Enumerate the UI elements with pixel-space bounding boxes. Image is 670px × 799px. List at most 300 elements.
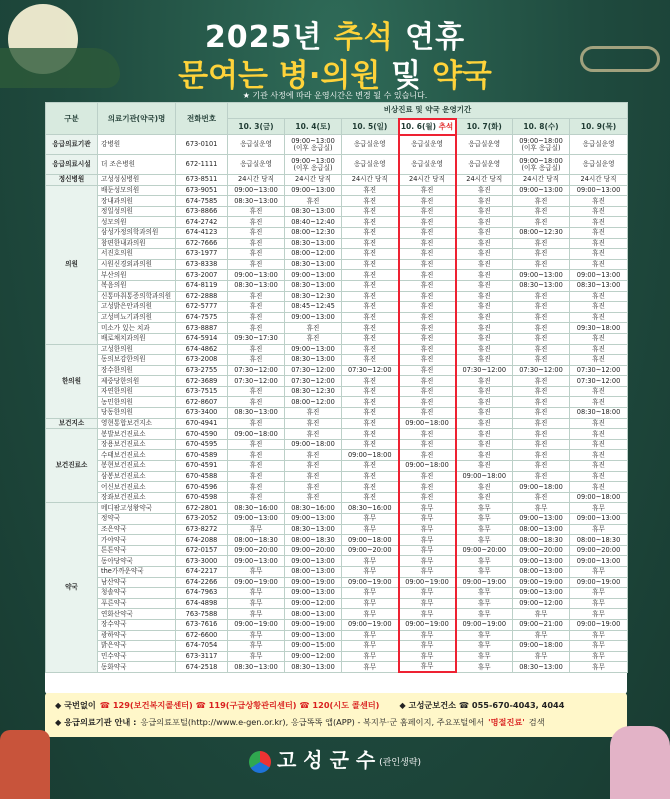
hours-cell: 휴진 xyxy=(342,344,399,355)
hours-cell: 08:00~18:30 xyxy=(228,535,285,546)
hours-cell: 휴진 xyxy=(342,185,399,196)
table-row xyxy=(46,270,628,281)
phone-cell: 670-4941 xyxy=(176,418,228,429)
hours-cell: 09:00~13:00 xyxy=(285,270,342,281)
facility-name-cell: 장수약국 xyxy=(98,619,176,630)
hours-cell: 09:00~13:00 xyxy=(513,270,570,281)
hours-cell: 휴진 xyxy=(342,418,399,429)
schedule-sheet xyxy=(45,102,627,694)
hours-cell: 휴진 xyxy=(570,291,628,302)
hours-cell: 휴진 xyxy=(342,249,399,260)
phone-cell: 670-4595 xyxy=(176,439,228,450)
hours-cell: 휴진 xyxy=(342,206,399,217)
hours-cell: 휴진 xyxy=(285,492,342,503)
hours-cell: 휴진 xyxy=(228,259,285,270)
table-row xyxy=(46,344,628,355)
phone-cell: 674-7054 xyxy=(176,641,228,652)
day-header: 10. 4(토) xyxy=(285,119,342,135)
table-row xyxy=(46,619,628,630)
phone-cell: 674-2217 xyxy=(176,566,228,577)
phone-cell: 674-4123 xyxy=(176,227,228,238)
hours-cell: 휴진 xyxy=(570,238,628,249)
phone-cell: 673-8272 xyxy=(176,524,228,535)
hours-cell: 휴진 xyxy=(399,291,456,302)
hours-cell: 휴무 xyxy=(456,524,513,535)
hours-cell: 24시간 당직 xyxy=(456,175,513,186)
hours-cell: 09:00~13:00 xyxy=(570,185,628,196)
facility-name-cell: 신통마취통증의학과의원 xyxy=(98,291,176,302)
hours-cell: 휴진 xyxy=(399,482,456,493)
hours-cell: 응급실운영 xyxy=(570,135,628,155)
table-row xyxy=(46,429,628,440)
phone-cell: 672-7666 xyxy=(176,238,228,249)
facility-name-cell: 장내과의원 xyxy=(98,196,176,207)
facility-name-cell: 부산의원 xyxy=(98,270,176,281)
hours-cell: 휴진 xyxy=(456,461,513,472)
phone-cell: 674-7575 xyxy=(176,312,228,323)
hours-cell: 휴진 xyxy=(513,291,570,302)
hours-cell: 09:00~18:00 (이후 응급실) xyxy=(513,135,570,155)
hours-cell: 휴진 xyxy=(456,312,513,323)
table-row xyxy=(46,376,628,387)
schedule-body xyxy=(46,135,628,673)
hours-cell: 휴진 xyxy=(228,397,285,408)
hours-cell: 휴무 xyxy=(570,588,628,599)
phone-cell: 674-2266 xyxy=(176,577,228,588)
hours-cell: 휴진 xyxy=(456,344,513,355)
hours-cell: 09:00~13:00 xyxy=(570,514,628,525)
table-row xyxy=(46,323,628,334)
hours-cell: 09:00~18:00 xyxy=(513,641,570,652)
phone-cell: 673-0101 xyxy=(176,135,228,155)
hours-cell: 휴진 xyxy=(228,418,285,429)
table-row xyxy=(46,355,628,366)
hours-cell: 24시간 당직 xyxy=(228,175,285,186)
hours-cell: 09:00~19:00 xyxy=(228,619,285,630)
facility-name-cell: 강병원 xyxy=(98,135,176,155)
hours-cell: 휴무 xyxy=(456,609,513,620)
hours-cell: 휴진 xyxy=(513,492,570,503)
hours-cell: 09:00~12:00 xyxy=(285,651,342,662)
hours-cell: 휴진 xyxy=(342,397,399,408)
page-subtitle: 문여는 병·의원 및 약국 xyxy=(178,58,492,94)
hours-cell: 휴진 xyxy=(513,461,570,472)
hours-cell: 휴진 xyxy=(513,397,570,408)
category-cell: 보건지소 xyxy=(46,418,98,429)
hours-cell: 07:30~12:00 xyxy=(570,376,628,387)
hours-cell: 휴진 xyxy=(342,355,399,366)
hours-cell: 휴진 xyxy=(570,196,628,207)
hours-cell: 응급실운영 xyxy=(456,135,513,155)
phone-cell: 673-2007 xyxy=(176,270,228,281)
phone-cell: 673-9051 xyxy=(176,185,228,196)
facility-name-cell: 메디팜고성왕약국 xyxy=(98,503,176,514)
hours-cell: 24시간 당직 xyxy=(513,175,570,186)
hours-cell: 휴진 xyxy=(342,259,399,270)
phone-cell: 673-2755 xyxy=(176,365,228,376)
hours-cell: 휴무 xyxy=(570,566,628,577)
hours-cell: 휴진 xyxy=(228,206,285,217)
hours-cell: 휴진 xyxy=(570,439,628,450)
phone-cell: 672-0157 xyxy=(176,545,228,556)
hours-cell: 09:00~20:00 xyxy=(570,545,628,556)
hours-cell: 09:30~18:00 xyxy=(570,323,628,334)
hours-cell: 09:00~13:00 xyxy=(570,556,628,567)
phone-cell: 673-3000 xyxy=(176,556,228,567)
hours-cell: 휴진 xyxy=(342,408,399,419)
hours-cell: 09:00~13:00 (이후 응급실) xyxy=(285,135,342,155)
hours-cell: 휴진 xyxy=(513,344,570,355)
hours-cell: 휴진 xyxy=(456,355,513,366)
hours-cell: 휴진 xyxy=(399,312,456,323)
hours-cell: 휴진 xyxy=(399,323,456,334)
hours-cell: 휴무 xyxy=(570,598,628,609)
hours-cell: 휴진 xyxy=(342,302,399,313)
table-row xyxy=(46,662,628,673)
hours-cell: 08:30~13:00 xyxy=(228,662,285,673)
hours-cell: 휴진 xyxy=(513,323,570,334)
hours-cell: 09:00~13:00 xyxy=(513,588,570,599)
hours-cell: 휴진 xyxy=(570,355,628,366)
hours-cell: 휴진 xyxy=(456,482,513,493)
hours-cell: 09:00~18:00 xyxy=(399,418,456,429)
hours-cell: 휴진 xyxy=(513,206,570,217)
facility-name-cell: 복음의원 xyxy=(98,280,176,291)
table-row xyxy=(46,535,628,546)
hours-cell: 09:00~12:00 xyxy=(285,598,342,609)
hours-cell: 휴무 xyxy=(570,609,628,620)
hours-cell: 09:00~13:00 xyxy=(285,556,342,567)
hours-cell: 휴진 xyxy=(342,280,399,291)
hours-cell: 휴진 xyxy=(399,259,456,270)
hours-cell: 08:30~13:00 xyxy=(285,662,342,673)
table-row xyxy=(46,227,628,238)
hours-cell: 09:00~19:00 xyxy=(228,577,285,588)
facility-name-cell: 수태보건진료소 xyxy=(98,450,176,461)
hours-cell: 08:30~13:00 xyxy=(513,280,570,291)
hours-cell: 휴진 xyxy=(456,227,513,238)
day-header: 10. 9(목) xyxy=(570,119,628,135)
hours-cell: 휴진 xyxy=(285,429,342,440)
hours-cell: 휴무 xyxy=(456,641,513,652)
hours-cell: 휴무 xyxy=(342,630,399,641)
hours-cell: 휴무 xyxy=(342,524,399,535)
phone-cell: 673-2052 xyxy=(176,514,228,525)
hours-cell: 휴진 xyxy=(513,450,570,461)
table-row xyxy=(46,397,628,408)
hours-cell: 09:00~13:00 xyxy=(285,312,342,323)
hours-cell: 09:00~13:00 xyxy=(228,514,285,525)
hours-cell: 09:00~18:00 xyxy=(513,482,570,493)
hours-cell: 휴진 xyxy=(570,227,628,238)
hours-cell: 휴무 xyxy=(342,588,399,599)
hours-cell: 휴진 xyxy=(456,323,513,334)
hours-cell: 휴진 xyxy=(228,482,285,493)
hours-cell: 휴진 xyxy=(570,482,628,493)
phone-cell: 673-8866 xyxy=(176,206,228,217)
notice-text: ★ 기관 사정에 따라 운영시간은 변경 될 수 있습니다. xyxy=(242,91,428,100)
hours-cell: 휴무 xyxy=(570,524,628,535)
hours-cell: 08:30~12:30 xyxy=(285,386,342,397)
hours-cell: 휴무 xyxy=(456,630,513,641)
hours-cell: 휴진 xyxy=(570,471,628,482)
phone-cell: 673-1977 xyxy=(176,249,228,260)
hours-cell: 휴진 xyxy=(456,238,513,249)
hours-cell: 08:30~13:00 xyxy=(228,196,285,207)
table-row xyxy=(46,249,628,260)
hours-cell: 09:00~19:00 xyxy=(285,619,342,630)
facility-name-cell: 시원신경외과의원 xyxy=(98,259,176,270)
hours-cell: 휴진 xyxy=(456,196,513,207)
table-row xyxy=(46,333,628,344)
table-row xyxy=(46,514,628,525)
hours-cell: 휴진 xyxy=(570,333,628,344)
hours-cell: 휴진 xyxy=(456,270,513,281)
hours-cell: 휴무 xyxy=(399,535,456,546)
hours-cell: 휴진 xyxy=(342,376,399,387)
phone-cell: 672-6600 xyxy=(176,630,228,641)
hours-cell: 09:00~20:00 xyxy=(285,545,342,556)
hours-cell: 08:00~12:00 xyxy=(285,249,342,260)
hours-cell: 휴무 xyxy=(342,598,399,609)
hours-cell: 09:00~19:00 xyxy=(570,577,628,588)
hours-cell: 휴진 xyxy=(399,238,456,249)
hours-cell: 휴진 xyxy=(513,333,570,344)
hours-cell: 휴진 xyxy=(513,386,570,397)
hours-cell: 휴진 xyxy=(342,439,399,450)
hours-cell: 휴진 xyxy=(228,492,285,503)
hours-cell: 휴진 xyxy=(228,323,285,334)
phone-cell: 674-5914 xyxy=(176,333,228,344)
facility-name-cell: 참편한내과의원 xyxy=(98,238,176,249)
hours-cell: 휴진 xyxy=(570,386,628,397)
col-category-header: 구분 xyxy=(46,103,98,135)
hours-cell: 09:00~13:00 xyxy=(228,556,285,567)
hours-cell: 휴무 xyxy=(228,641,285,652)
hours-cell: 휴무 xyxy=(228,651,285,662)
hours-cell: 08:00~18:30 xyxy=(513,535,570,546)
hours-cell: 휴무 xyxy=(456,566,513,577)
facility-name-cell: 푸른약국 xyxy=(98,598,176,609)
day-header: 10. 7(화) xyxy=(456,119,513,135)
hours-cell: 07:30~12:00 xyxy=(285,365,342,376)
hours-cell: 08:30~13:00 xyxy=(228,280,285,291)
hours-cell: 08:00~13:00 xyxy=(513,566,570,577)
table-row xyxy=(46,439,628,450)
table-row xyxy=(46,206,628,217)
facility-name-cell: 가야약국 xyxy=(98,535,176,546)
hours-cell: 휴진 xyxy=(456,259,513,270)
hours-cell: 휴진 xyxy=(570,397,628,408)
hours-cell: 휴진 xyxy=(399,386,456,397)
phone-cell: 673-3117 xyxy=(176,651,228,662)
footer-info xyxy=(45,693,627,737)
hours-cell: 휴무 xyxy=(228,588,285,599)
hours-cell: 휴무 xyxy=(342,662,399,673)
category-cell: 의원 xyxy=(46,185,98,344)
hours-cell: 휴진 xyxy=(228,227,285,238)
hours-cell: 08:40~12:40 xyxy=(285,217,342,228)
facility-name-cell: 삼봉보건진료소 xyxy=(98,471,176,482)
hours-cell: 휴진 xyxy=(570,249,628,260)
facility-name-cell: 어신보건진료소 xyxy=(98,482,176,493)
phone-cell: 674-2518 xyxy=(176,662,228,673)
hours-cell: 휴진 xyxy=(228,355,285,366)
hours-cell: 08:30~13:00 xyxy=(285,259,342,270)
hours-cell: 08:30~16:00 xyxy=(228,503,285,514)
day-header: 10. 8(수) xyxy=(513,119,570,135)
hours-cell: 휴진 xyxy=(342,312,399,323)
hours-cell: 휴진 xyxy=(570,418,628,429)
hours-cell: 휴진 xyxy=(570,450,628,461)
hours-cell: 휴진 xyxy=(228,238,285,249)
phone-cell: 673-3400 xyxy=(176,408,228,419)
facility-name-cell: 서진호의원 xyxy=(98,249,176,260)
hours-cell: 휴진 xyxy=(228,344,285,355)
table-row xyxy=(46,471,628,482)
hours-cell: 휴무 xyxy=(570,503,628,514)
hours-cell: 휴진 xyxy=(513,418,570,429)
hours-cell: 09:00~19:00 xyxy=(456,577,513,588)
table-row xyxy=(46,312,628,323)
phone-cell: 672-2888 xyxy=(176,291,228,302)
table-row xyxy=(46,598,628,609)
hours-cell: 휴진 xyxy=(285,471,342,482)
hours-cell: 휴무 xyxy=(456,651,513,662)
hours-cell: 09:00~13:00 xyxy=(285,630,342,641)
hours-cell: 09:00~19:00 xyxy=(399,577,456,588)
facility-name-cell: 고성밝은안과의원 xyxy=(98,302,176,313)
hours-cell: 휴진 xyxy=(285,333,342,344)
table-row xyxy=(46,630,628,641)
hours-cell: 08:30~13:00 xyxy=(285,238,342,249)
phone-cell: 670-4589 xyxy=(176,450,228,461)
table-row xyxy=(46,365,628,376)
hours-cell: 휴진 xyxy=(399,376,456,387)
table-row xyxy=(46,545,628,556)
hours-cell: 08:30~13:00 xyxy=(285,524,342,535)
table-row xyxy=(46,291,628,302)
footer-line-hotlines: ◆ 국번없이 ☎ 129(보건복지콜센터) ☎ 119(구급상황관리센터) ☎ 120(시도 콜센터) ◆ 고성군보건소 ☎ 055-670-4043, 4044 xyxy=(55,700,565,710)
facility-name-cell: 봉현보건진료소 xyxy=(98,461,176,472)
hours-cell: 휴진 xyxy=(342,238,399,249)
hours-cell: 휴무 xyxy=(228,598,285,609)
hours-cell: 09:00~19:00 xyxy=(399,619,456,630)
hours-cell: 휴진 xyxy=(513,312,570,323)
hours-cell: 휴진 xyxy=(399,492,456,503)
table-row xyxy=(46,577,628,588)
hours-cell: 24시간 당직 xyxy=(285,175,342,186)
hours-cell: 휴무 xyxy=(342,651,399,662)
facility-name-cell: 배로채치과의원 xyxy=(98,333,176,344)
hours-cell: 휴진 xyxy=(513,217,570,228)
table-row xyxy=(46,461,628,472)
hours-cell: 휴무 xyxy=(399,524,456,535)
hours-cell: 휴진 xyxy=(456,418,513,429)
hours-cell: 휴진 xyxy=(570,312,628,323)
hours-cell: 휴진 xyxy=(342,196,399,207)
hours-cell: 휴진 xyxy=(513,238,570,249)
hours-cell: 08:30~13:00 xyxy=(285,280,342,291)
facility-name-cell: 영현통합보건지소 xyxy=(98,418,176,429)
hours-cell: 08:30~13:00 xyxy=(570,280,628,291)
hours-cell: 휴진 xyxy=(456,429,513,440)
table-row xyxy=(46,492,628,503)
hours-cell: 휴진 xyxy=(342,333,399,344)
hours-cell: 휴무 xyxy=(456,514,513,525)
hours-cell: 09:00~13:00 xyxy=(228,185,285,196)
hours-cell: 휴진 xyxy=(456,408,513,419)
hours-cell: 휴진 xyxy=(342,217,399,228)
hours-cell: 휴진 xyxy=(399,429,456,440)
hours-cell: 휴진 xyxy=(513,259,570,270)
table-row xyxy=(46,135,628,155)
table-row xyxy=(46,609,628,620)
hours-cell: 08:30~16:00 xyxy=(342,503,399,514)
table-row xyxy=(46,175,628,186)
hours-cell: 응급실운영 xyxy=(342,135,399,155)
hours-cell: 휴무 xyxy=(456,535,513,546)
hours-cell: 09:00~18:00 xyxy=(399,461,456,472)
facility-name-cell: 밝은약국 xyxy=(98,641,176,652)
hours-cell: 휴진 xyxy=(228,461,285,472)
hours-cell: 응급실운영 xyxy=(228,135,285,155)
hours-cell: 휴무 xyxy=(399,566,456,577)
hours-cell: 휴진 xyxy=(285,323,342,334)
table-row xyxy=(46,566,628,577)
phone-cell: 763-7588 xyxy=(176,609,228,620)
hours-cell: 휴진 xyxy=(456,439,513,450)
phone-cell: 670-4596 xyxy=(176,482,228,493)
hours-cell: 휴진 xyxy=(399,302,456,313)
hours-cell: 08:30~16:00 xyxy=(285,503,342,514)
hours-cell: 휴무 xyxy=(342,556,399,567)
hours-cell: 08:30~18:00 xyxy=(570,408,628,419)
facility-name-cell: 삼성가정의학과의원 xyxy=(98,227,176,238)
hours-cell: 08:30~13:00 xyxy=(513,662,570,673)
phone-cell: 674-2742 xyxy=(176,217,228,228)
hours-cell: 09:00~18:00 xyxy=(228,429,285,440)
hours-cell: 휴무 xyxy=(513,503,570,514)
phone-cell: 672-8607 xyxy=(176,397,228,408)
hours-cell: 응급실운영 xyxy=(570,155,628,175)
hours-cell: 08:00~13:00 xyxy=(285,609,342,620)
phone-cell: 674-4898 xyxy=(176,598,228,609)
table-row xyxy=(46,196,628,207)
hours-cell: 응급실운영 xyxy=(456,155,513,175)
facility-name-cell: 배둔성모의원 xyxy=(98,185,176,196)
facility-name-cell: 고성한의원 xyxy=(98,344,176,355)
facility-name-cell: 미소가 있는 치과 xyxy=(98,323,176,334)
facility-name-cell: 정일성의원 xyxy=(98,206,176,217)
hours-cell: 휴진 xyxy=(285,408,342,419)
hours-cell: 휴진 xyxy=(513,302,570,313)
hours-cell: 휴무 xyxy=(399,662,456,673)
hours-cell: 09:00~13:00 xyxy=(285,514,342,525)
hours-cell: 휴진 xyxy=(228,471,285,482)
phone-cell: 670-4598 xyxy=(176,492,228,503)
hours-cell: 09:00~20:00 xyxy=(456,545,513,556)
facility-name-cell: 장좌보건진료소 xyxy=(98,492,176,503)
hours-cell: 휴진 xyxy=(228,312,285,323)
hours-cell: 휴진 xyxy=(456,217,513,228)
facility-name-cell: 동아당약국 xyxy=(98,556,176,567)
hours-cell: 휴진 xyxy=(399,217,456,228)
phone-cell: 673-7515 xyxy=(176,386,228,397)
category-cell: 응급의료시설 xyxy=(46,155,98,175)
hours-cell: 24시간 당직 xyxy=(342,175,399,186)
hours-cell: 휴진 xyxy=(399,270,456,281)
